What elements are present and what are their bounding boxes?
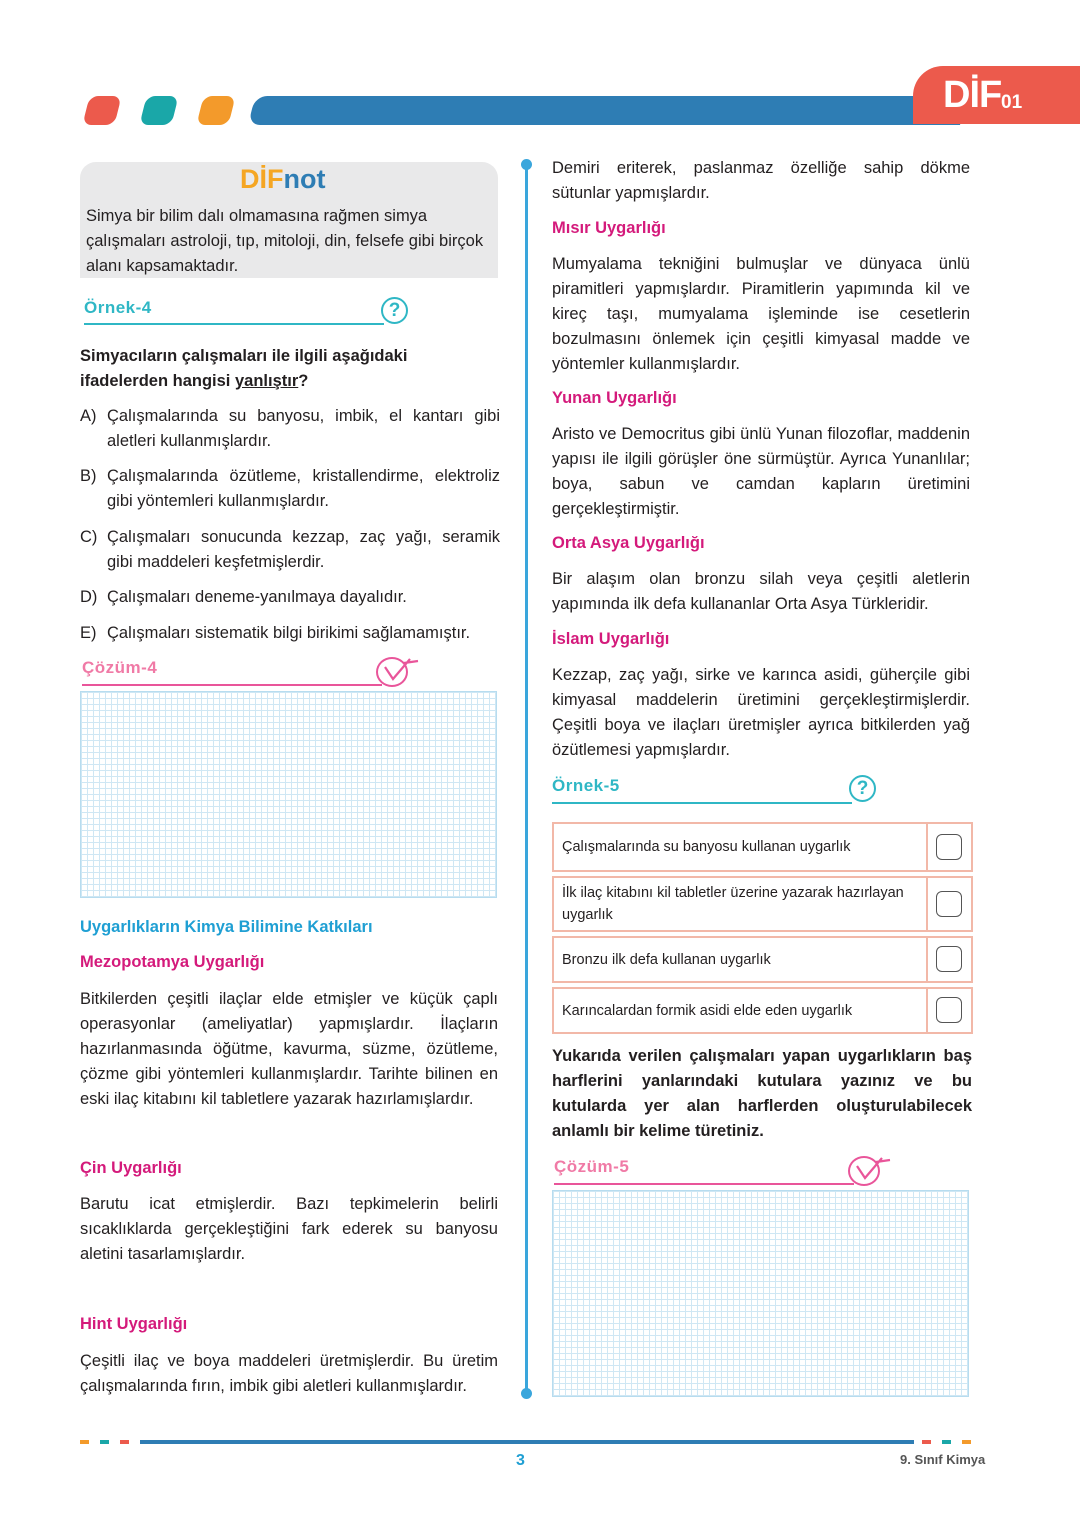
- footer-bar: [140, 1440, 914, 1444]
- footer-dash: [922, 1440, 931, 1444]
- mezopotamya-title: Mezopotamya Uygarlığı: [80, 953, 265, 971]
- cin-title: Çin Uygarlığı: [80, 1159, 182, 1177]
- option-e: E) Çalışmaları sistematik bilgi birikimi sağlamamıştır.: [80, 624, 471, 642]
- header-orange-pill: [196, 96, 235, 125]
- difnot-box: [80, 162, 498, 278]
- hint-text-continued: Demiri eriterek, paslanmaz özelliğe sahip dökme sütunlar yapmışlardır.: [552, 159, 970, 202]
- page-number: 3: [516, 1452, 525, 1469]
- header-tab: [913, 66, 1080, 124]
- answer-box[interactable]: [936, 946, 962, 972]
- footer-dash: [120, 1440, 129, 1444]
- header-red-pill: [82, 96, 121, 125]
- divider-top-dot: [521, 159, 532, 170]
- section-title: Uygarlıkların Kimya Bilimine Katkıları: [80, 918, 373, 936]
- difnot-text: Simya bir bilim dalı olmamasına rağmen simya çalışmaları astroloji, tıp, mitoloji, din, felsefe gibi birçok alanı kapsamaktadır.: [86, 207, 484, 275]
- divider-bottom-dot: [521, 1388, 532, 1399]
- footer-dash: [100, 1440, 109, 1444]
- yunan-title: Yunan Uygarlığı: [552, 389, 677, 407]
- table-cell-text: Karıncalardan formik asidi elde eden uygarlık: [554, 989, 928, 1032]
- difnot-logo: DİFnot: [240, 164, 326, 194]
- header-unit: 01: [1001, 92, 1023, 113]
- example-4-rule: [84, 323, 384, 325]
- islam-title: İslam Uygarlığı: [552, 630, 670, 648]
- answer-box[interactable]: [936, 997, 962, 1023]
- table-row: [552, 822, 973, 872]
- answer-box[interactable]: [936, 834, 962, 860]
- solution-4-rule: [82, 684, 382, 686]
- orta-asya-text: Bir alaşım olan bronzu silah veya çeşitli aletlerin yapımında ilk defa kullananlar Orta Asya Türkleridir.: [552, 570, 970, 613]
- yunan-text: Aristo ve Democritus gibi ünlü Yunan filozoflar, maddenin yapısı ile ilgili görüşler öne sürmüştür. Ayrıca Yunanlılar; boya, sabun ve camdan kapların üretimini gerçekleştirmiştir.: [552, 425, 970, 518]
- solution-5-rule: [554, 1183, 854, 1185]
- solution-5-title: Çözüm-5: [554, 1157, 630, 1176]
- footer-dash: [80, 1440, 89, 1444]
- table-cell-text: Bronzu ilk defa kullanan uygarlık: [554, 938, 928, 981]
- orta-asya-title: Orta Asya Uygarlığı: [552, 534, 705, 552]
- book-title: 9. Sınıf Kimya: [900, 1452, 986, 1467]
- example-5-rule: [552, 802, 852, 804]
- table-row: [552, 936, 973, 983]
- cin-text: Barutu icat etmişlerdir. Bazı tepkimelerin belirli sıcaklıklarda gerçekleştiğini fark ederek su banyosu aletini tasarlamışlardır.: [80, 1195, 498, 1263]
- header-bar: [248, 96, 967, 125]
- column-divider: [525, 164, 528, 1395]
- misir-title: Mısır Uygarlığı: [552, 219, 666, 237]
- mezopotamya-text: Bitkilerden çeşitli ilaçlar elde etmişler ve küçük çaplı operasyonlar (ameliyatlar) yapmışlardır. İlaçların hazırlanmasında öğütme, kavurma, süzme, özütleme, çözme gibi yöntemleri kullanmışlardır. Tarihte bilinen en eski ilaç kitabını kil tabletlere yazarak hazırlamışlardır.: [80, 990, 498, 1108]
- option-d: D) Çalışmaları deneme-yanılmaya dayalıdır.: [80, 588, 407, 606]
- misir-text: Mumyalama tekniğini bulmuşlar ve dünyaca ünlü piramitleri yapmışlardır. Piramitlerin yapımında kil ve kireç taşı, mumyalama işleminde ise cesetlerin bozulmasını önlemek için çeşitli kimyasal madde ve yöntemler kullanmışlardır.: [552, 255, 970, 373]
- table-row: [552, 876, 973, 932]
- example-5-title: Örnek-5: [552, 776, 620, 795]
- question-icon: ?: [381, 297, 408, 324]
- table-cell-text: Çalışmalarında su banyosu kullanan uygarlık: [554, 824, 928, 870]
- hint-title: Hint Uygarlığı: [80, 1315, 188, 1333]
- option-b: B) Çalışmalarında özütleme, kristallendirme, elektroliz gibi yöntemleri kullanmışlardır.: [80, 467, 500, 510]
- option-c: C) Çalışmaları sonucunda kezzap, zaç yağı, seramik gibi maddeleri keşfetmişlerdir.: [80, 528, 500, 571]
- table-row: [552, 987, 973, 1034]
- check-icon: [376, 657, 408, 687]
- example-5-question: Yukarıda verilen çalışmaları yapan uygarlıkların baş harflerini yanlarındaki kutulara yazınız ve bu kutularda yer alan harflerden oluşturulabilecek anlamlı bir kelime türetiniz.: [552, 1047, 972, 1140]
- check-icon: [848, 1156, 880, 1186]
- header-brand: DİF: [943, 74, 1002, 116]
- example-4-question: Simyacıların çalışmaları ile ilgili aşağıdaki ifadelerden hangisi yanlıştır?: [80, 347, 408, 390]
- islam-text: Kezzap, zaç yağı, sirke ve karınca asidi, güherçile gibi kimyasal maddelerin üretimini gerçekleştirmişlerdir. Çeşitli boya ve ilaçları üretmişler ayrıca bitkilerden yağ özütlemesi yapmışlardır.: [552, 666, 970, 759]
- question-icon: ?: [849, 775, 876, 802]
- footer-dash: [962, 1440, 971, 1444]
- hint-text: Çeşitli ilaç ve boya maddeleri üretmişlerdir. Bu üretim çalışmalarında fırın, imbik gibi aletleri kullanmışlardır.: [80, 1352, 498, 1395]
- answer-box[interactable]: [936, 891, 962, 917]
- solution-4-title: Çözüm-4: [82, 658, 158, 677]
- solution-5-grid[interactable]: [552, 1190, 969, 1397]
- table-cell-text: İlk ilaç kitabını kil tabletler üzerine yazarak hazırlayan uygarlık: [554, 878, 928, 930]
- header-teal-pill: [139, 96, 178, 125]
- example-4-title: Örnek-4: [84, 298, 152, 317]
- option-a: A) Çalışmalarında su banyosu, imbik, el kantarı gibi aletleri kullanmışlardır.: [80, 407, 500, 450]
- footer-dash: [942, 1440, 951, 1444]
- solution-4-grid[interactable]: [80, 691, 497, 898]
